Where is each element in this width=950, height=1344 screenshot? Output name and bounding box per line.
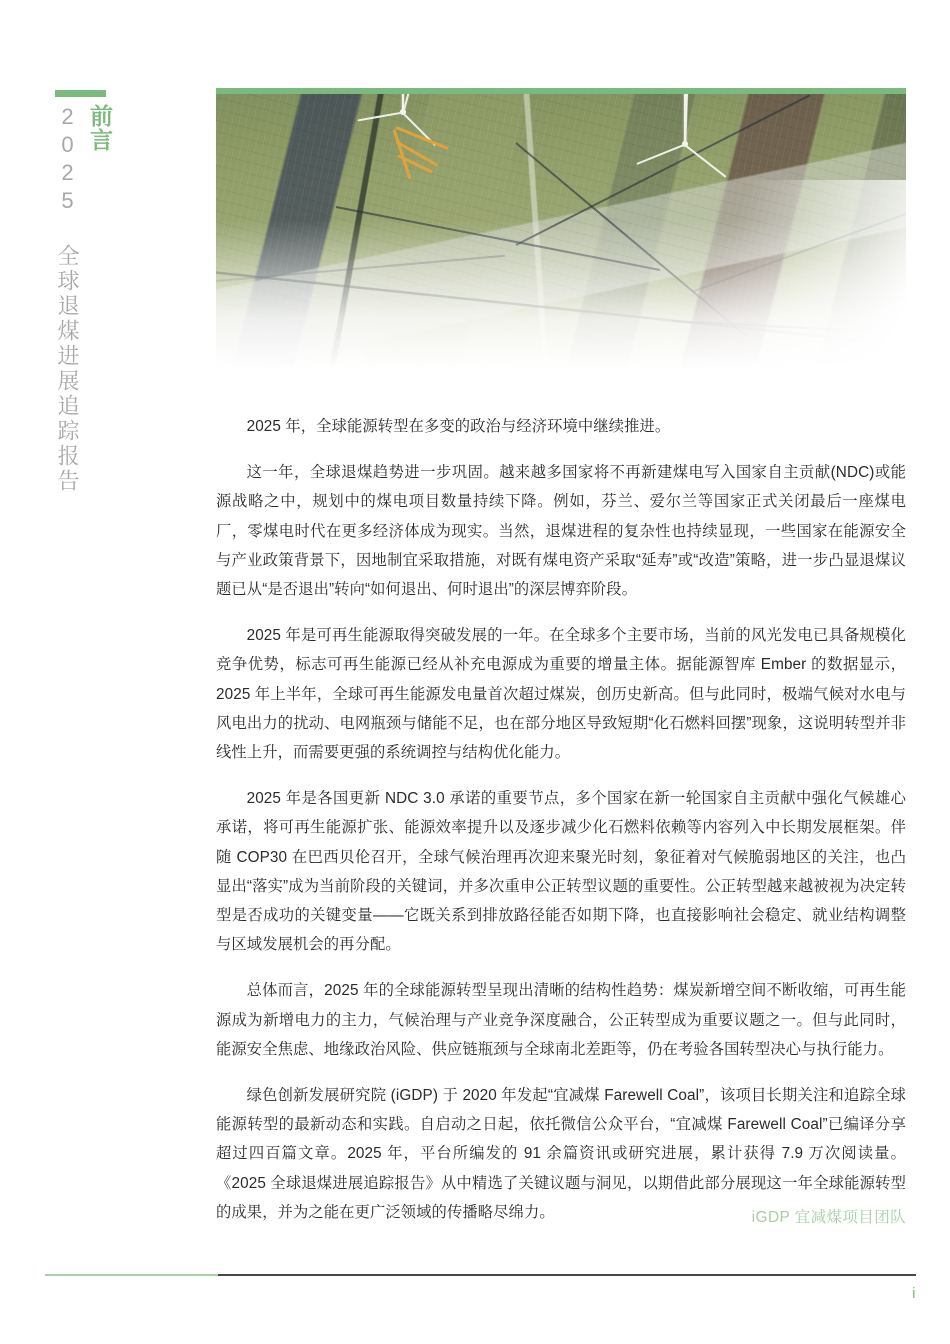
footer-divider-green-segment — [45, 1274, 218, 1276]
aerial-farmland-photo — [216, 94, 906, 370]
paragraph: 总体而言，2025 年的全球能源转型呈现出清晰的结构性趋势：煤炭新增空间不断收缩，可再生能源成为新增电力的主力，气候治理与产业竞争深度融合，公正转型成为重要议题之一。但与此同时，能源安全焦虑、地缘政治风险、供应链瓶颈与全球南北差距等，仍在考验各国转型决心与执行能力。 — [216, 982, 906, 1058]
footer-divider-dark-segment — [218, 1274, 916, 1276]
footer-divider — [45, 1274, 916, 1276]
page-number: i — [912, 1285, 916, 1302]
paragraph: 2025 年是可再生能源取得突破发展的一年。在全球多个主要市场，当前的风光发电已具备规模化竞争优势，标志可再生能源已经从补充电源成为重要的增量主体。据能源智库 Ember 的数据显示，2025 年上半年，全球可再生能源发电量首次超过煤炭，创历史新高。但与此同时，极端气候对水电与风电出力的扰动、电网瓶颈与储能不足，也在部分地区导致短期“化石燃料回摆”现象，这说明转型并非线性上升，而需要更强的系统调控与结构优化能力。 — [216, 627, 906, 762]
report-title: 2025 全球退煤进展追踪报告 — [55, 104, 80, 494]
sidebar — [0, 0, 216, 1344]
hero-top-accent-bar — [216, 88, 906, 94]
sidebar-vertical-labels — [0, 0, 216, 1344]
paragraph: 这一年，全球退煤趋势进一步巩固。越来越多国家将不再新建煤电写入国家自主贡献(NDC)或能源战略之中，规划中的煤电项目数量持续下降。例如，芬兰、爱尔兰等国家正式关闭最后一座煤电厂，零煤电时代在更多经济体成为现实。当然，退煤进程的复杂性也持续显现，一些国家在能源安全与产业政策背景下，因地制宜采取措施，对既有煤电资产采取“延寿”或“改造”策略，进一步凸显退煤议题已从“是否退出”转向“如何退出、何时退出”的深层博弈阶段。 — [216, 464, 906, 599]
chapter-title: 前言 — [87, 104, 113, 152]
signature-line: iGDP 宜减煤项目团队 — [751, 1209, 906, 1226]
hero-image — [216, 88, 906, 370]
construction-crane-icon — [392, 120, 464, 192]
paragraph: 2025 年，全球能源转型在多变的政治与经济环境中继续推进。 — [246, 418, 671, 435]
hero-corner-fade — [656, 180, 906, 370]
paragraph: 绿色创新发展研究院 (iGDP) 于 2020 年发起“宜减煤 Farewell Coal”，该项目长期关注和追踪全球能源转型的最新动态和实践。自启动之日起，依托微信公众平台，“宜减煤 Farewell Coal”已编译分享超过四百篇文章。2025 年，平台所编发的 91 余篇资讯或研究进展，累计获得 7.9 万次阅读量。《2025 全球退煤进展追踪报告》从中精选了关键议题与洞见，以期借此部分展现这一年全球能源转型的成果，并为之能在更广泛领域的传播略尽绵力。 — [216, 1087, 906, 1221]
paragraph: 2025 年是各国更新 NDC 3.0 承诺的重要节点，多个国家在新一轮国家自主贡献中强化气候雄心承诺，将可再生能源扩张、能源效率提升以及逐步减少化石燃料依赖等内容列入中长期发展框架。伴随 COP30 在巴西贝伦召开，全球气候治理再次迎来聚光时刻，象征着对气候脆弱地区的关注，也凸显出“落实”成为当前阶段的关键词，并多次重申公正转型议题的重要性。公正转型越来越被视为决定转型是否成功的关键变量——它既关系到排放路径能否如期下降，也直接影响社会稳定、就业结构调整与区域发展机会的再分配。 — [216, 790, 906, 954]
foreword-body — [216, 412, 906, 1244]
